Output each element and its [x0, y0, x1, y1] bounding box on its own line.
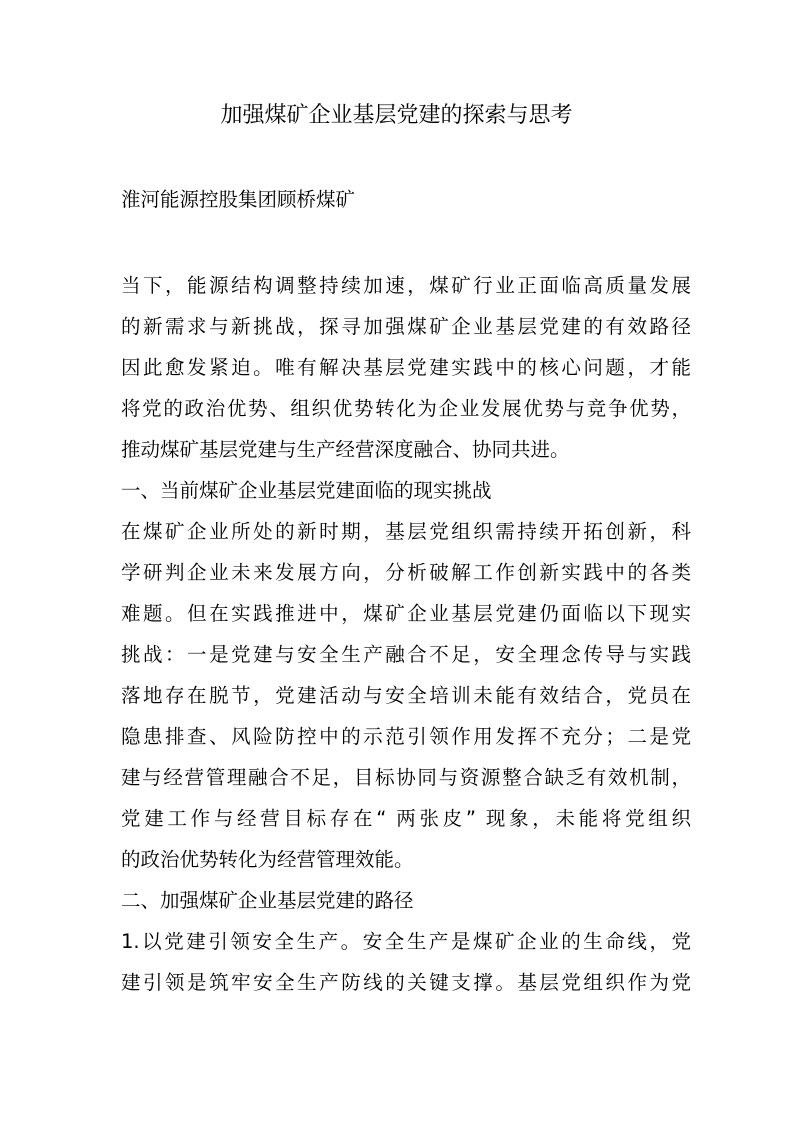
paragraph-line: 落地存在脱节，党建活动与安全培训未能有效结合，党员在: [121, 684, 691, 707]
paragraph-line: 难题。但在实践推进中，煤矿企业基层党建仍面临以下现实: [121, 602, 691, 625]
section-heading: 二、加强煤矿企业基层党建的路径: [121, 889, 414, 912]
paragraph-line: 党建工作与经营目标存在“ 两张皮” 现象，未能将党组织: [121, 807, 691, 830]
paragraph-line: 隐患排查、风险防控中的示范引领作用发挥不充分；二是党: [121, 725, 691, 748]
paragraph-line: 的政治优势转化为经营管理效能。: [121, 848, 414, 871]
paragraph-line: 挑战：一是党建与安全生产融合不足，安全理念传导与实践: [121, 643, 691, 666]
paragraph-line: 建引领是筑牢安全生产防线的关键支撑。基层党组织作为党: [121, 971, 691, 994]
paragraph-line: 1.以党建引领安全生产。安全生产是煤矿企业的生命线，党: [121, 930, 691, 953]
paragraph-line: 当下，能源结构调整持续加速，煤矿行业正面临高质量发展: [121, 274, 691, 297]
document-body: [121, 265, 691, 1003]
paragraph-line: 在煤矿企业所处的新时期，基层党组织需持续开拓创新，科: [121, 520, 691, 543]
document-author: 淮河能源控股集团顾桥煤矿: [121, 188, 356, 211]
paragraph-line: 因此愈发紧迫。唯有解决基层党建实践中的核心问题，才能: [121, 356, 691, 379]
document-title: 加强煤矿企业基层党建的探索与思考: [220, 103, 573, 128]
paragraph-line: 将党的政治优势、组织优势转化为企业发展优势与竞争优势，: [121, 397, 691, 420]
paragraph-line: 的新需求与新挑战，探寻加强煤矿企业基层党建的有效路径: [121, 315, 691, 338]
section-heading: 一、当前煤矿企业基层党建面临的现实挑战: [121, 479, 492, 502]
paragraph-line: 学研判企业未来发展方向，分析破解工作创新实践中的各类: [121, 561, 691, 584]
paragraph-line: 推动煤矿基层党建与生产经营深度融合、协同共进。: [121, 438, 570, 461]
paragraph-line: 建与经营管理融合不足，目标协同与资源整合缺乏有效机制，: [121, 766, 691, 789]
